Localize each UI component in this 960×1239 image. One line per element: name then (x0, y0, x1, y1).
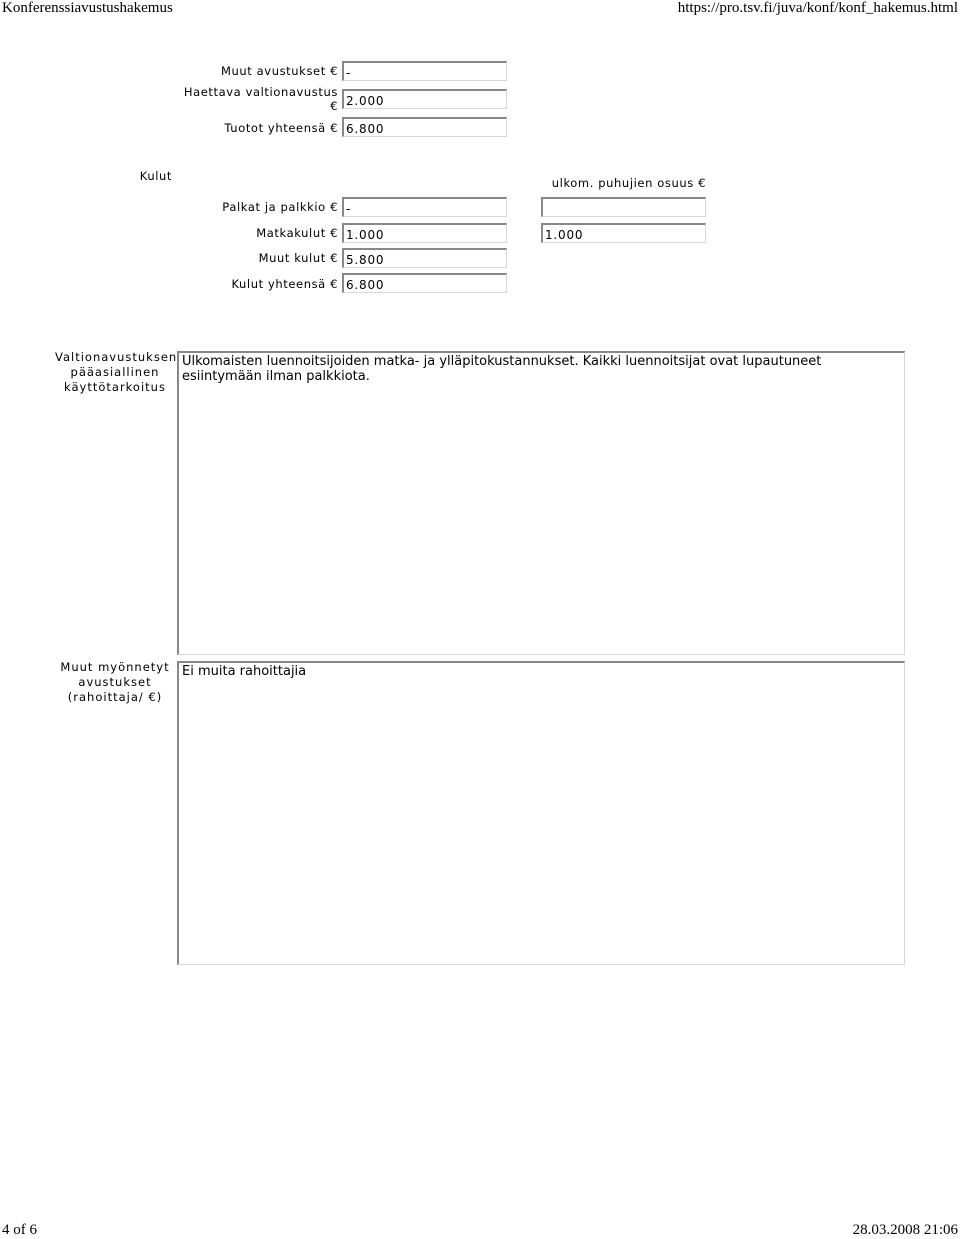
haettava-label-line2: € (330, 99, 338, 113)
page-number: 4 of 6 (2, 1222, 37, 1238)
matkakulut-label: Matkakulut € (256, 226, 338, 240)
palkat-foreign-field[interactable] (541, 197, 706, 217)
ulkom-puhujien-osuus-header: ulkom. puhujien osuus € (551, 176, 706, 190)
kulut-yhteensa-field[interactable]: 6.800 (342, 273, 507, 293)
print-datetime: 28.03.2008 21:06 (852, 1222, 958, 1238)
muut-myonnetyt-line3: (rahoittaja/ €) (67, 690, 163, 704)
matkakulut-field[interactable]: 1.000 (342, 223, 507, 243)
muut-avustukset-textarea[interactable]: Ei muita rahoittajia (177, 661, 905, 965)
muut-avustukset-rahoittaja-label (55, 660, 175, 705)
tuotot-yhteensa-label: Tuotot yhteensä € (224, 121, 338, 135)
muut-avustukset-label: Muut avustukset € (220, 64, 338, 78)
muut-myonnetyt-line1: Muut myönnetyt (60, 660, 170, 674)
muut-avustukset-field[interactable]: - (342, 61, 507, 81)
kayttotarkoitus-textarea[interactable]: Ulkomaisten luennoitsijoiden matka- ja ylläpitokustannukset. Kaikki luennoitsijat ovat lupautuneet esiintymään ilman palkkiota. (177, 351, 905, 655)
haettava-valtionavustus-field[interactable]: 2.000 (342, 89, 507, 109)
muut-kulut-field[interactable]: 5.800 (342, 248, 507, 268)
palkat-field[interactable]: - (342, 197, 507, 217)
document-url: https://pro.tsv.fi/juva/konf/konf_hakemus.html (677, 0, 958, 16)
palkat-label: Palkat ja palkkio € (222, 200, 338, 214)
tuotot-yhteensa-field[interactable]: 6.800 (342, 117, 507, 137)
kulut-yhteensa-label: Kulut yhteensä € (231, 277, 338, 291)
kayttotarkoitus-line1: Valtionavustuksen (55, 350, 178, 364)
muut-kulut-label: Muut kulut € (258, 251, 338, 265)
muut-myonnetyt-line2: avustukset (78, 675, 152, 689)
haettava-valtionavustus-label (184, 85, 338, 113)
kayttotarkoitus-line3: käyttötarkoitus (64, 380, 166, 394)
kulut-heading: Kulut (139, 169, 172, 183)
kayttotarkoitus-line2: pääasiallinen (70, 365, 160, 379)
haettava-label-line1: Haettava valtionavustus (183, 85, 338, 99)
document-title: Konferenssiavustushakemus (2, 0, 173, 16)
kayttotarkoitus-label (55, 350, 178, 395)
matkakulut-foreign-field[interactable]: 1.000 (541, 223, 706, 243)
